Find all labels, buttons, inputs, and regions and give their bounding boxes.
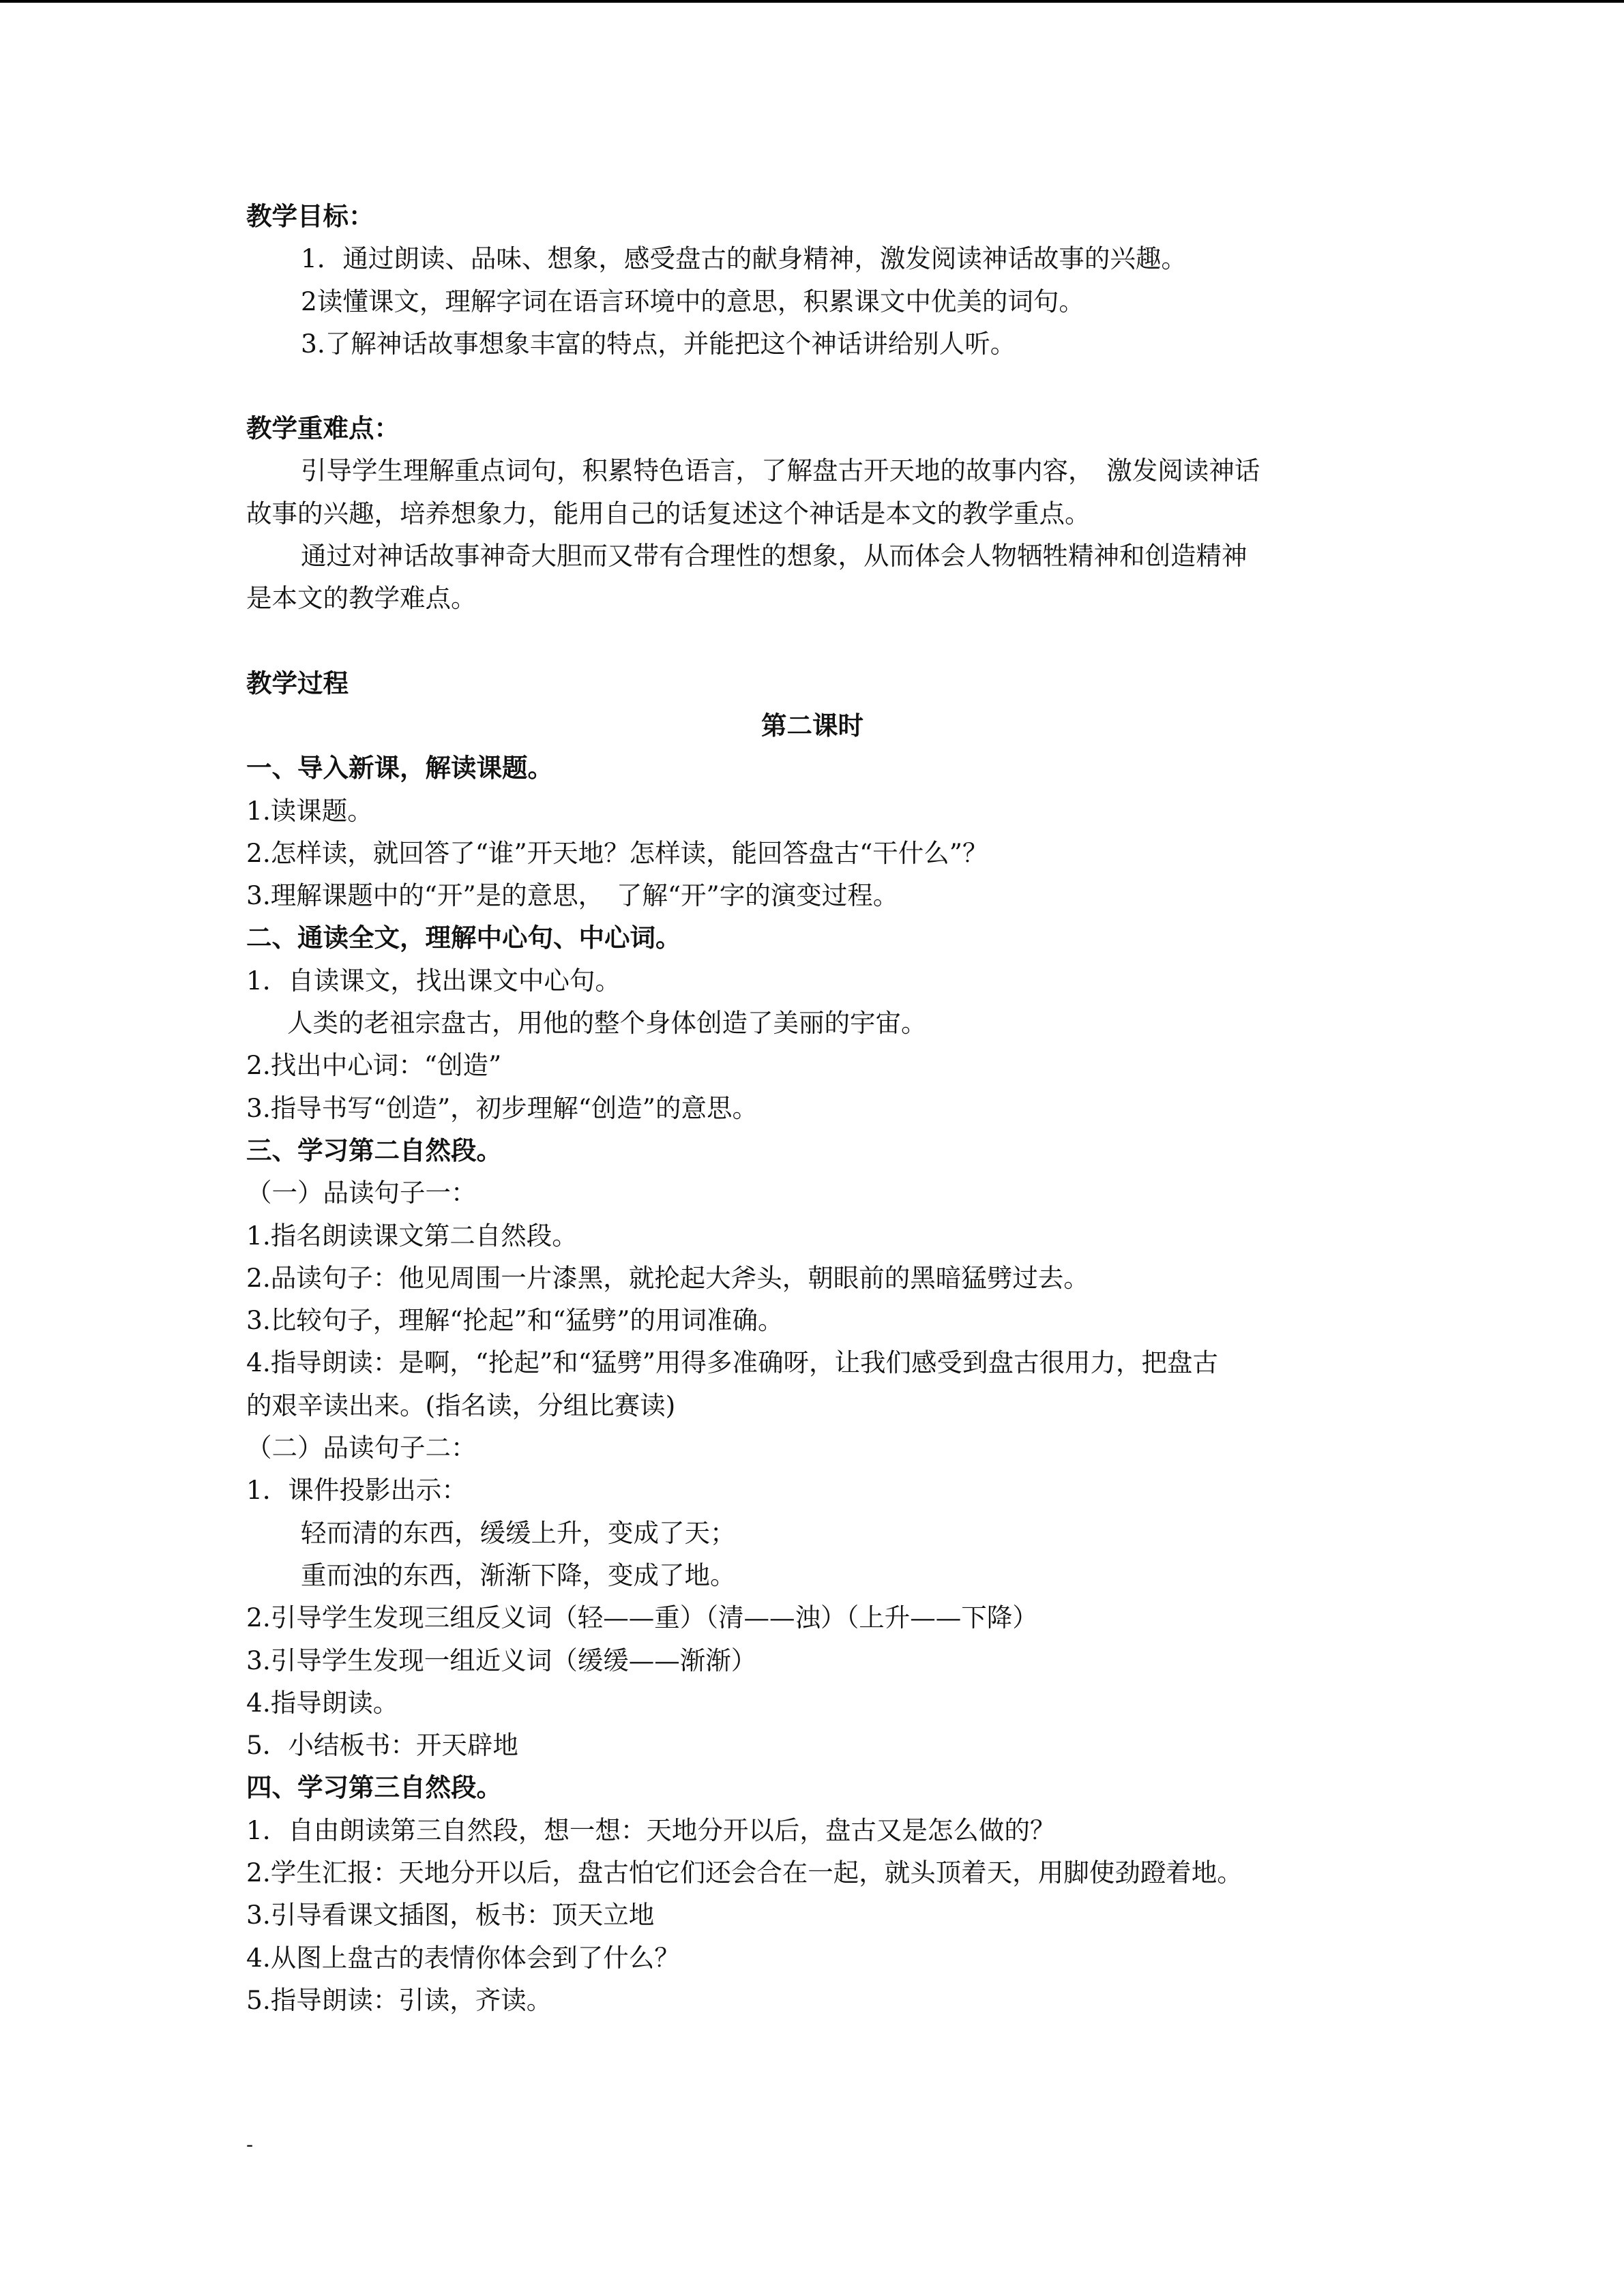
key-points-paragraph-2-line-2: 是本文的教学难点。 (246, 583, 477, 614)
top-border-line (0, 0, 1624, 3)
objective-item: 3.了解神话故事想象丰富的特点，并能把这个神话讲给别人听。 (301, 328, 1016, 359)
projection-quote-1: 轻而清的东西，缓缓上升，变成了天； (301, 1517, 736, 1548)
objective-item: 1．通过朗读、品味、想象，感受盘古的献身精神，激发阅读神话故事的兴趣。 (301, 243, 1187, 274)
process-heading: 教学过程 (246, 668, 349, 698)
section-4-item: 2.学生汇报：天地分开以后，盘古怕它们还会合在一起，就头顶着天，用脚使劲蹬着地。 (246, 1857, 1243, 1888)
subsection-2-item: 4.指导朗读。 (246, 1687, 399, 1718)
subsection-1-item-4-line-1: 4.指导朗读：是啊，“抡起”和“猛劈”用得多准确呀，让我们感受到盘古很用力，把盘古 (246, 1347, 1218, 1378)
projection-quote-2: 重而浊的东西，渐渐下降，变成了地。 (301, 1560, 736, 1590)
section-4-item: 4.从图上盘古的表情你体会到了什么？ (246, 1942, 680, 1973)
footer-mark: - (246, 2133, 254, 2157)
subsection-2-item: 5．小结板书：开天辟地 (246, 1730, 518, 1761)
subsection-1-item-4-line-2: 的艰辛读出来。(指名读，分组比赛读) (246, 1390, 676, 1420)
section-2-item: 1．自读课文，找出课文中心句。 (246, 965, 621, 996)
section-1-item: 2.怎样读，就回答了“谁”开天地？怎样读，能回答盘古“干什么”？ (246, 837, 988, 868)
section-4-item: 1．自由朗读第三自然段，想一想：天地分开以后，盘古又是怎么做的？ (246, 1815, 1056, 1845)
section-4-title: 四、学习第三自然段。 (246, 1772, 502, 1803)
key-points-paragraph-1-line-1: 引导学生理解重点词句，积累特色语言，了解盘古开天地的故事内容， 激发阅读神话 (301, 456, 1260, 486)
subsection-2-title: （二）品读句子二： (246, 1433, 477, 1463)
document-body (246, 195, 1378, 2021)
section-1-title: 一、导入新课，解读课题。 (246, 753, 553, 784)
section-2-item: 3.指导书写“创造”，初步理解“创造”的意思。 (246, 1092, 758, 1123)
lesson-title: 第二课时 (761, 710, 863, 741)
subsection-1-title: （一）品读句子一： (246, 1178, 477, 1208)
subsection-1-item: 3.比较句子，理解“抡起”和“猛劈”的用词准确。 (246, 1305, 784, 1336)
section-1-item: 1.读课题。 (246, 795, 373, 826)
key-points-paragraph-2-line-1: 通过对神话故事神奇大胆而又带有合理性的想象，从而体会人物牺牲精神和创造精神 (301, 541, 1247, 571)
section-1-item: 3.理解课题中的“开”是的意思， 了解“开”字的演变过程。 (246, 880, 899, 911)
subsection-2-item: 3.引导学生发现一组近义词（缓缓——渐渐） (246, 1645, 757, 1675)
subsection-2-item: 2.引导学生发现三组反义词（轻——重）（清——浊）（上升——下降） (246, 1602, 1038, 1633)
section-2-item: 2.找出中心词：“创造” (246, 1050, 502, 1081)
section-3-title: 三、学习第二自然段。 (246, 1135, 502, 1165)
objectives-heading: 教学目标： (246, 201, 374, 231)
section-2-title: 二、通读全文，理解中心句、中心词。 (246, 923, 681, 953)
central-sentence-quote: 人类的老祖宗盘古，用他的整个身体创造了美丽的宇宙。 (287, 1008, 927, 1039)
subsection-1-item: 1.指名朗读课文第二自然段。 (246, 1220, 578, 1251)
subsection-1-item: 2.品读句子：他见周围一片漆黑，就抡起大斧头，朝眼前的黑暗猛劈过去。 (246, 1262, 1089, 1293)
key-points-paragraph-1-line-2: 故事的兴趣，培养想象力，能用自己的话复述这个神话是本文的教学重点。 (246, 498, 1091, 528)
key-points-heading: 教学重难点： (246, 413, 400, 444)
section-4-item: 5.指导朗读：引读，齐读。 (246, 1984, 552, 2015)
subsection-2-item: 1．课件投影出示： (246, 1475, 467, 1506)
objective-item: 2读懂课文，理解字词在语言环境中的意思，积累课文中优美的词句。 (301, 286, 1084, 316)
section-4-item: 3.引导看课文插图，板书：顶天立地 (246, 1900, 655, 1930)
